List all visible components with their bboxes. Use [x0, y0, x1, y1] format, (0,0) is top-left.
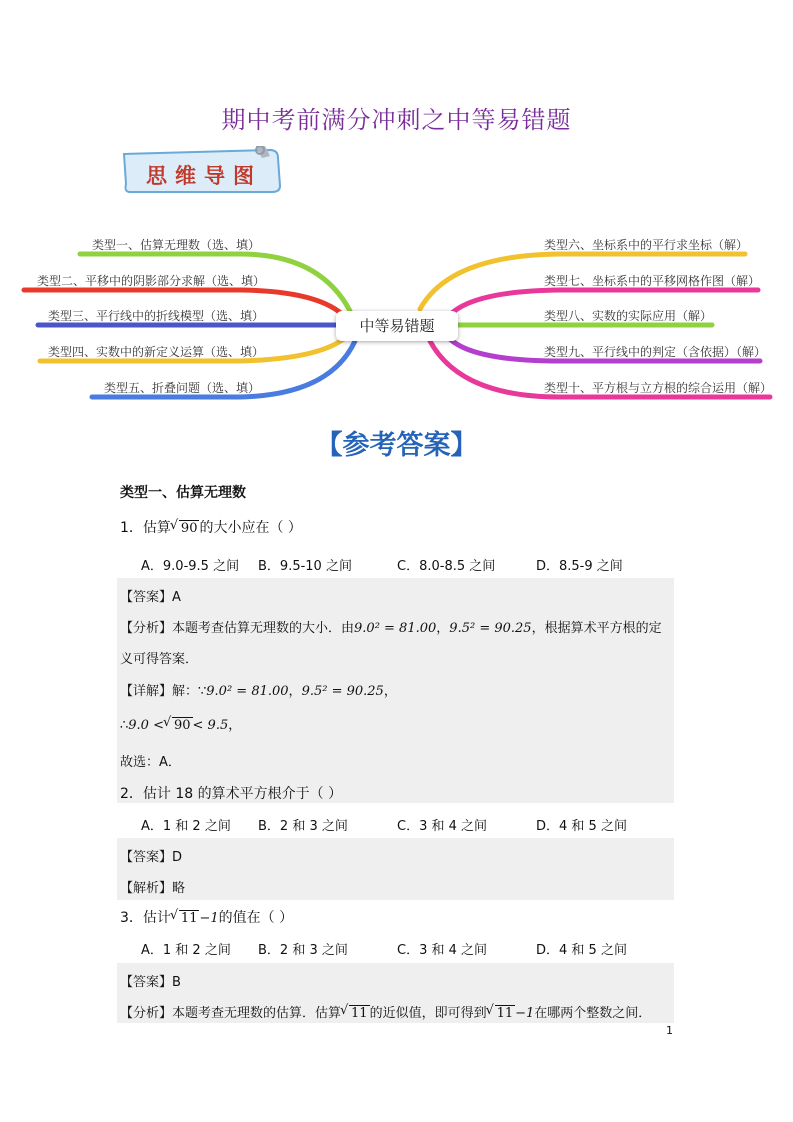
q1-choose: 故选：A． [120, 755, 181, 770]
q3-option-d: D．4 和 5 之间 [536, 943, 627, 958]
q1-stem-suffix: 的大小应在（ ） [199, 520, 302, 536]
q1-option-b: B．9.5-10 之间 [258, 559, 352, 574]
mindmap-item-type5: 类型五、折叠问题（选、填） [104, 381, 261, 395]
q1-analysis-suffix: ，根据算术平方根的定 [531, 621, 662, 636]
q3-minus-one: −1 [199, 911, 219, 926]
question-3-stem [120, 907, 293, 927]
mindmap-center-node: 中等易错题 [336, 311, 458, 341]
q3-radical: √ 11 [179, 910, 200, 926]
answer-heading: 【参考答案】 [315, 430, 478, 461]
q3-stem-suffix: 的值在（ ） [218, 910, 294, 926]
mindmap-item-type8: 类型八、实数的实际应用（解） [544, 309, 713, 323]
q3-stem-prefix: 3．估计 [120, 910, 171, 926]
q2-answer: 【答案】D [120, 850, 183, 865]
q2-solution-box [117, 838, 674, 900]
q1-eq1: 9.0² = 81.00 [354, 621, 437, 636]
q2-option-a: A．1 和 2 之间 [141, 819, 231, 834]
document-title: 期中考前满分冲刺之中等易错题 [221, 106, 572, 134]
q3-option-c: C．3 和 4 之间 [397, 943, 488, 958]
q1-option-a: A．9.0-9.5 之间 [141, 559, 240, 574]
q1-option-d: D．8.5-9 之间 [536, 559, 623, 574]
section-heading: 类型一、估算无理数 [120, 485, 246, 501]
mindmap-item-type1: 类型一、估算无理数（选、填） [92, 238, 261, 252]
q1-analysis: 【分析】本题考查估算无理数的大小．由9.0² = 81.00，9.5² = 90.25，根据算术平方根的定 [120, 621, 662, 636]
q2-option-d: D．4 和 5 之间 [536, 819, 627, 834]
q1-detail-prefix: 【详解】解：∵ [120, 684, 207, 699]
mindmap-badge-text: 思维导图 [146, 163, 262, 188]
q3-analysis-suffix: 在哪两个整数之间． [534, 1006, 652, 1021]
mindmap-item-type6: 类型六、坐标系中的平行求坐标（解） [544, 238, 749, 252]
q3-answer: 【答案】B [120, 975, 181, 990]
q1-analysis-line2: 义可得答案． [120, 652, 199, 667]
q1-detail: 【详解】解：∵9.0² = 81.00，9.5² = 90.25， [120, 684, 397, 699]
q1-eq2: 9.5² = 90.25 [449, 621, 532, 636]
mindmap-item-type2: 类型二、平移中的阴影部分求解（选、填） [37, 274, 266, 288]
mindmap-item-type7: 类型七、坐标系中的平移网格作图（解） [544, 274, 761, 288]
q3-analysis [120, 1002, 651, 1021]
q1-answer: 【答案】A [120, 590, 181, 605]
q3-analysis-radical: √ 11 [349, 1005, 370, 1021]
q3-analysis-prefix: 【分析】本题考查无理数的估算．估算 [120, 1006, 342, 1021]
q1-therefore [120, 714, 241, 733]
q2-analysis: 【解析】略 [120, 881, 186, 896]
mindmap-item-type4: 类型四、实数中的新定义运算（选、填） [48, 345, 265, 359]
q1-radical: √ 90 [179, 520, 200, 536]
q2-option-c: C．3 和 4 之间 [397, 819, 488, 834]
q1-analysis-prefix: 【分析】本题考查估算无理数的大小．由 [120, 621, 355, 636]
q1-detail-suffix: ， [383, 684, 397, 699]
mindmap-item-type3: 类型三、平行线中的折线模型（选、填） [48, 309, 265, 323]
mindmap-item-type9: 类型九、平行线中的判定（含依据）（解） [544, 345, 767, 359]
question-1-stem [120, 517, 302, 537]
q3-analysis-radical-2: √ 11 [495, 1005, 516, 1021]
q1-ineq-left: 9.0 < [128, 718, 164, 733]
q1-detail-eq1: 9.0² = 81.00 [206, 684, 289, 699]
therefore-symbol: ∴ [120, 718, 129, 733]
q1-ineq-radical: √ 90 [172, 717, 193, 733]
q3-option-b: B．2 和 3 之间 [258, 943, 348, 958]
q2-option-b: B．2 和 3 之间 [258, 819, 348, 834]
q1-option-c: C．8.0-8.5 之间 [397, 559, 496, 574]
question-2-stem: 2．估计 18 的算术平方根介于（ ） [120, 786, 343, 802]
q3-option-a: A．1 和 2 之间 [141, 943, 231, 958]
q3-analysis-minus: −1 [515, 1006, 535, 1021]
q1-ineq-suffix: ， [228, 718, 242, 733]
q3-analysis-mid: 的近似值，即可得到 [369, 1006, 487, 1021]
q1-ineq-right: < 9.5 [192, 718, 229, 733]
mindmap-item-type10: 类型十、平方根与立方根的综合运用（解） [544, 381, 773, 395]
q1-stem-prefix: 1．估算 [120, 520, 171, 536]
page-number: 1 [666, 1024, 673, 1037]
q1-detail-eq2: 9.5² = 90.25 [301, 684, 384, 699]
